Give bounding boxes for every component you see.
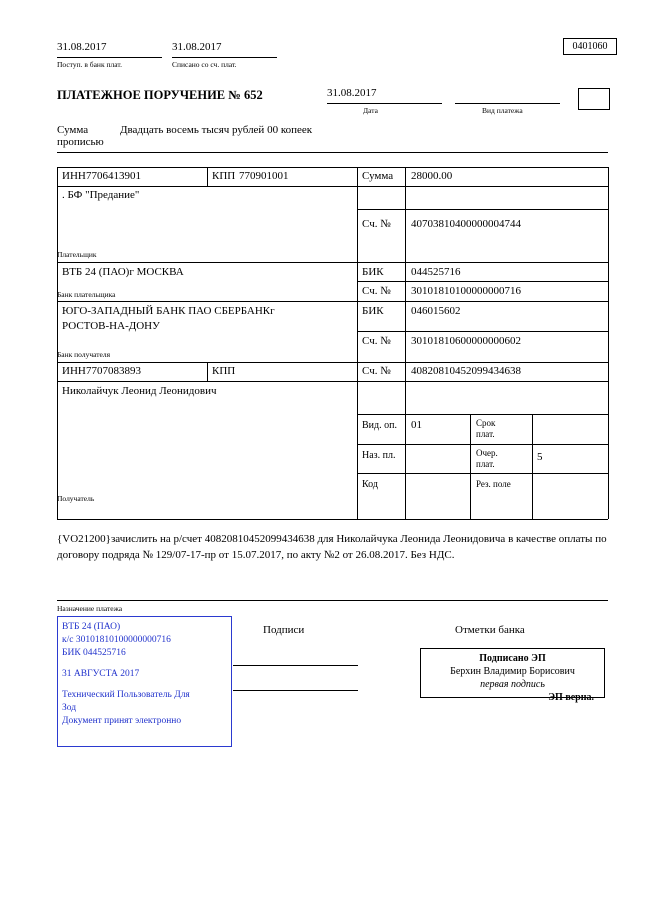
payer-bank-corr-label: Сч. №: [362, 285, 391, 297]
ep-stamp-valid: ЭП верна.: [548, 692, 594, 703]
payee-name: Николайчук Леонид Леонидович: [62, 385, 217, 397]
operation-kind-value: 01: [411, 419, 422, 431]
ep-stamp-sign-note: первая подпись: [480, 679, 545, 690]
payer-caption: Плательщик: [57, 250, 97, 259]
blue-stamp-line5: Технический Пользователь Для: [62, 690, 190, 700]
payer-bank-name: ВТБ 24 (ПАО)г МОСКВА: [62, 266, 184, 278]
signature-rule-1: [233, 665, 358, 666]
payer-name: . БФ "Предание": [62, 189, 140, 201]
order-value: 5: [537, 451, 543, 463]
payee-bank-name-line2: РОСТОВ-НА-ДОНУ: [62, 320, 160, 332]
payee-inn-value: 7707083893: [86, 365, 141, 377]
date-received-rule: [57, 57, 162, 58]
purpose-caption: Назначение платежа: [57, 604, 123, 613]
grid-line-payee-bottom: [57, 519, 608, 520]
amount-label: Сумма: [362, 170, 394, 182]
payer-account-value: 40703810400000004744: [411, 218, 521, 230]
blue-stamp-line2: к/с 30101810100000000716: [62, 635, 171, 645]
payment-kind-box: [578, 88, 610, 110]
date-received-value: 31.08.2017: [57, 41, 107, 53]
payee-bank-corr-value: 30101810600000000602: [411, 335, 521, 347]
payer-bank-caption: Банк плательщика: [57, 290, 116, 299]
payee-inn-label: ИНН: [62, 365, 86, 377]
amount-words-rule: [57, 152, 608, 153]
grid-line-payeeinn-bottom: [57, 381, 608, 382]
payee-account-label: Сч. №: [362, 365, 391, 377]
grid-line-inn-kpp: [207, 167, 208, 186]
payee-account-value: 40820810452099434638: [411, 365, 521, 377]
electronic-signature-stamp: [420, 648, 605, 703]
amount-value: 28000.00: [411, 170, 453, 182]
form-code-box: 0401060: [563, 38, 617, 55]
payer-inn-value: 7706413901: [86, 170, 141, 182]
amount-words-label-line1: Сумма: [57, 124, 89, 136]
bank-marks-caption: Отметки банка: [455, 624, 525, 636]
grid-line-rightblock: [357, 167, 358, 519]
blue-stamp-line4: 31 АВГУСТА 2017: [62, 669, 140, 679]
page-title: ПЛАТЕЖНОЕ ПОРУЧЕНИЕ № 652: [57, 88, 263, 102]
grid-line-bic-payer-bottom: [357, 281, 608, 282]
document-date-caption: Дата: [363, 106, 378, 115]
grid-line-codes-top: [357, 414, 608, 415]
purpose-text: {VO21200}зачислить на р/счет 40820810452099434638 для Николайчука Леонида Леонидовича в качестве оплаты по договору подряда № 129/07-17-пр от 15.07.2017, по акту №2 от 26.08.2017. Без НДС.: [57, 533, 607, 561]
payer-bank-bic-label: БИК: [362, 266, 384, 278]
blue-stamp-gap-1: [62, 660, 231, 668]
grid-line-codes-row1: [357, 444, 608, 445]
purpose-code-label: Наз. пл.: [362, 450, 396, 461]
payer-kpp-value: 770901001: [239, 170, 289, 182]
reserve-label: Рез. поле: [476, 479, 511, 489]
payment-kind-rule: [455, 103, 560, 104]
signatures-caption: Подписи: [263, 624, 305, 636]
grid-line-bic-payee-bottom: [357, 331, 608, 332]
signature-rule-2: [233, 690, 358, 691]
date-received-caption: Поступ. в банк плат.: [57, 60, 122, 69]
grid-line-sum-bottom: [357, 209, 608, 210]
blue-stamp-line6: Зод: [62, 703, 77, 713]
grid-line-account-bottom: [357, 262, 608, 263]
blue-stamp-line1: ВТБ 24 (ПАО): [62, 622, 121, 632]
grid-line-inn-row-bottom: [57, 186, 608, 187]
blue-stamp-line3: БИК 044525716: [62, 648, 126, 658]
date-written-off-caption: Списано со сч. плат.: [172, 60, 237, 69]
payment-kind-caption: Вид платежа: [482, 106, 523, 115]
grid-line-codes-mid2: [532, 414, 533, 519]
grid-line-right: [608, 167, 609, 519]
grid-line-top: [57, 167, 608, 168]
date-written-off-rule: [172, 57, 277, 58]
ep-stamp-title: Подписано ЭП: [479, 653, 546, 664]
grid-line-codes-row2: [357, 473, 608, 474]
payee-bank-bic-label: БИК: [362, 305, 384, 317]
bank-blue-stamp: [57, 616, 232, 747]
blue-stamp-line7: Документ принят электронно: [62, 716, 182, 726]
payer-kpp-label: КПП: [212, 170, 236, 182]
grid-line-payeebank-bottom: [57, 362, 608, 363]
date-written-off-value: 31.08.2017: [172, 41, 222, 53]
term-label-line1: Срок: [476, 418, 496, 428]
amount-words-value: Двадцать восемь тысяч рублей 00 копеек: [120, 124, 313, 136]
term-label-line2: плат.: [476, 429, 495, 439]
payer-bank-corr-value: 30101810100000000716: [411, 285, 521, 297]
payee-caption: Получатель: [57, 494, 95, 503]
code-label: Код: [362, 479, 378, 490]
grid-line-payee-inn-kpp: [207, 362, 208, 381]
ep-stamp-name: Берхин Владимир Борисович: [450, 666, 575, 677]
operation-kind-label: Вид. оп.: [362, 420, 397, 431]
grid-line-payerbank-bottom: [57, 301, 608, 302]
grid-line-left: [57, 167, 58, 519]
payer-bank-bic-value: 044525716: [411, 266, 461, 278]
payee-bank-name-line1: ЮГО-ЗАПАДНЫЙ БАНК ПАО СБЕРБАНКг: [62, 305, 275, 317]
payer-account-label: Сч. №: [362, 218, 391, 230]
payee-bank-bic-value: 046015602: [411, 305, 461, 317]
blue-stamp-gap-2: [62, 681, 231, 689]
grid-line-codes-mid: [470, 414, 471, 519]
payee-bank-corr-label: Сч. №: [362, 335, 391, 347]
grid-line-rightblock-label: [405, 167, 406, 519]
document-date-rule: [327, 103, 442, 104]
payee-bank-caption: Банк получателя: [57, 350, 111, 359]
payee-kpp-label: КПП: [212, 365, 236, 377]
order-label-line2: плат.: [476, 459, 495, 469]
payer-inn-label: ИНН: [62, 170, 86, 182]
purpose-rule: [57, 600, 608, 601]
amount-words-label-line2: прописью: [57, 136, 104, 148]
order-label-line1: Очер.: [476, 448, 498, 458]
document-date-value: 31.08.2017: [327, 87, 377, 99]
